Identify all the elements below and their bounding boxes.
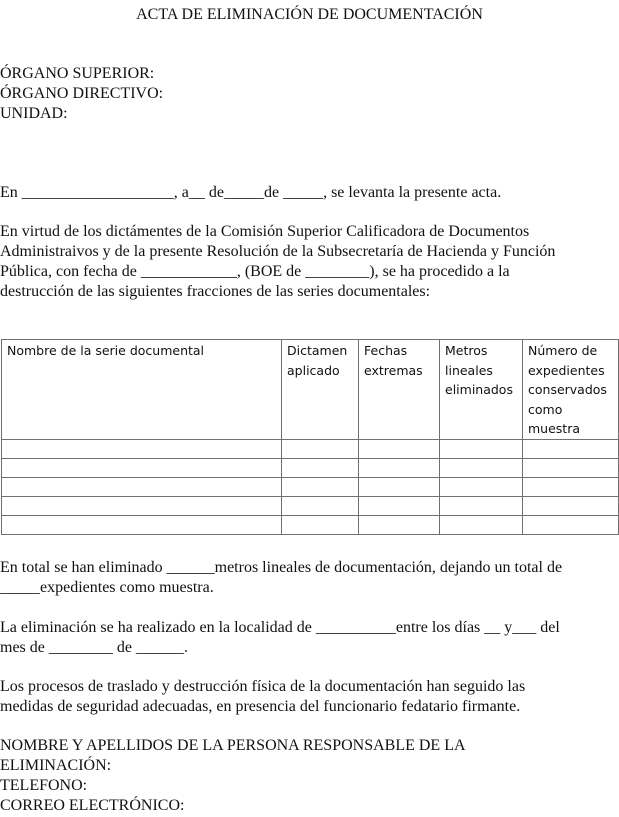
paragraph-4-line: medidas de seguridad adecuadas, en presencia del funcionario fedatario firmante.	[0, 698, 521, 715]
table-row	[2, 458, 619, 477]
table-cell[interactable]	[2, 477, 282, 496]
table-cell[interactable]	[523, 439, 619, 458]
table-cell[interactable]	[282, 439, 359, 458]
header-expedientes: Número de expedientes conservados como muestra	[523, 340, 619, 440]
field-telefono: TELEFONO:	[0, 777, 88, 794]
paragraph-4-line: Los procesos de traslado y destrucción física de la documentación han seguido las	[0, 678, 526, 695]
table-cell[interactable]	[359, 477, 440, 496]
table-row	[2, 496, 619, 515]
table-cell[interactable]	[359, 515, 440, 534]
paragraph-2-line: En total se han eliminado ______metros lineales de documentación, dejando un total de	[0, 559, 563, 576]
table-cell[interactable]	[523, 515, 619, 534]
table-row	[2, 477, 619, 496]
header-nombre-serie: Nombre de la serie documental	[2, 340, 282, 440]
table-cell[interactable]	[282, 496, 359, 515]
table-row	[2, 439, 619, 458]
header-fechas: Fechas extremas	[359, 340, 440, 440]
paragraph-1-line: En virtud de los dictámentes de la Comisión Superior Calificadora de Documentos	[0, 223, 530, 240]
field-organo-directivo: ÓRGANO DIRECTIVO:	[0, 85, 164, 102]
table-cell[interactable]	[282, 458, 359, 477]
table-cell[interactable]	[2, 515, 282, 534]
field-unidad: UNIDAD:	[0, 105, 68, 122]
table-cell[interactable]	[440, 477, 523, 496]
field-responsable-cont: ELIMINACIÓN:	[0, 757, 112, 774]
table-cell[interactable]	[2, 439, 282, 458]
table-cell[interactable]	[282, 477, 359, 496]
table-cell[interactable]	[440, 458, 523, 477]
field-organo-superior: ÓRGANO SUPERIOR:	[0, 65, 155, 82]
table-cell[interactable]	[523, 458, 619, 477]
series-table	[1, 339, 619, 535]
table-body	[2, 439, 619, 534]
paragraph-1-line: Pública, con fecha de ____________, (BOE de ________), se ha procedido a la	[0, 263, 510, 280]
table-cell[interactable]	[359, 458, 440, 477]
table-cell[interactable]	[523, 477, 619, 496]
paragraph-1-line: Administraivos y de la presente Resolución de la Subsecretaría de Hacienda y Función	[0, 243, 556, 260]
table-cell[interactable]	[440, 515, 523, 534]
table-cell[interactable]	[2, 458, 282, 477]
table-cell[interactable]	[2, 496, 282, 515]
intro-line: En ___________________, a__ de_____de _____, se levanta la presente acta.	[0, 184, 502, 201]
field-responsable: NOMBRE Y APELLIDOS DE LA PERSONA RESPONSABLE DE LA	[0, 737, 466, 754]
paragraph-3-line: La eliminación se ha realizado en la localidad de __________entre los días __ y___ del	[0, 619, 560, 636]
header-dictamen: Dictamen aplicado	[282, 340, 359, 440]
table-cell[interactable]	[523, 496, 619, 515]
header-metros: Metros lineales eliminados	[440, 340, 523, 440]
paragraph-3-line: mes de ________ de ______.	[0, 639, 188, 656]
table-cell[interactable]	[359, 439, 440, 458]
table-row	[2, 515, 619, 534]
field-correo: CORREO ELECTRÓNICO:	[0, 797, 185, 814]
paragraph-1-line: destrucción de las siguientes fracciones de las series documentales:	[0, 283, 431, 300]
table-cell[interactable]	[282, 515, 359, 534]
paragraph-2-line: _____expedientes como muestra.	[0, 579, 214, 596]
table-cell[interactable]	[359, 496, 440, 515]
table-cell[interactable]	[440, 439, 523, 458]
table-header-row	[2, 340, 619, 440]
table-cell[interactable]	[440, 496, 523, 515]
document-title: ACTA DE ELIMINACIÓN DE DOCUMENTACIÓN	[136, 6, 483, 23]
